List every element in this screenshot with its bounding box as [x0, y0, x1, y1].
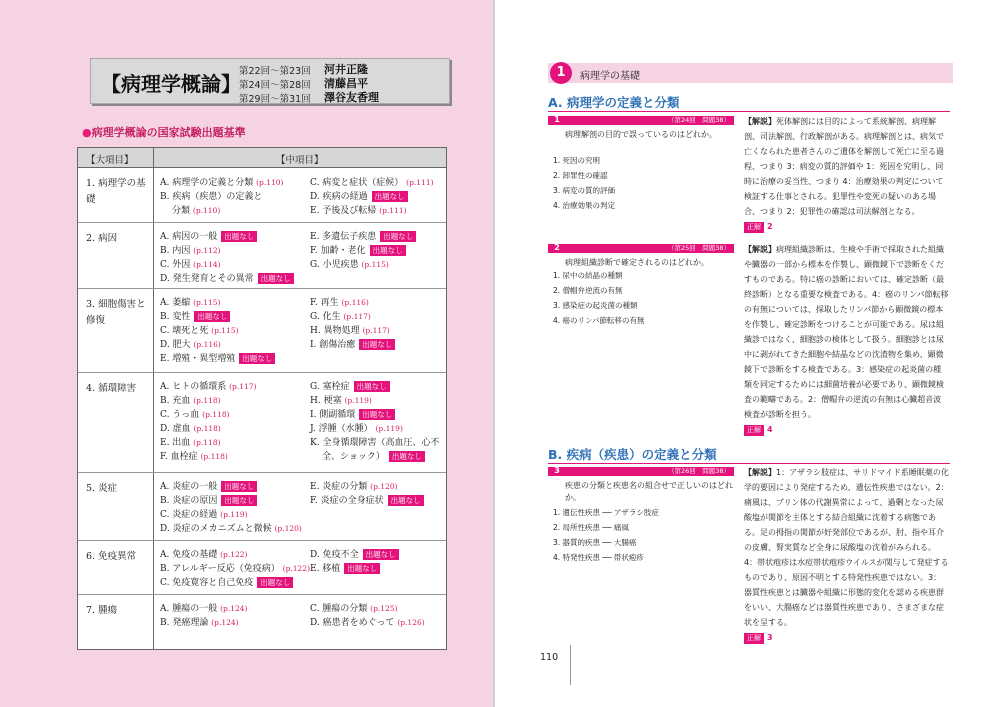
question-text: 病理組織診断で確定されるのはどれか。 — [565, 258, 709, 267]
list-item: A. 病因の一般 出題なし — [160, 231, 257, 243]
list-item: D. 肥大 (p.116) — [160, 340, 221, 350]
answer-head: 【解説】 — [744, 468, 776, 477]
list-item: B. 炎症の原因 出題なし — [160, 495, 257, 507]
option-item: 3. 感染症の起炎菌の種類 — [553, 301, 638, 310]
table-row — [78, 168, 446, 223]
option-item: 1. 遺伝性疾患 ── アザラシ肢症 — [553, 508, 659, 517]
question-text: 疾患の分類と疾患名の組合せで正しいのはどれか。 — [565, 481, 733, 502]
option-item: 2. 僧帽弁逆流の有無 — [553, 286, 623, 295]
option-item: 4. 特発性疾患 ── 帯状疱疹 — [553, 553, 644, 562]
list-item: C. 腫瘍の分類 (p.125) — [310, 604, 398, 614]
standard-heading — [82, 124, 246, 140]
no-question-badge: 出題なし — [389, 451, 425, 462]
list-item: F. 炎症の全身症状 出題なし — [310, 495, 424, 507]
group-name: 7. 腫瘍 — [86, 605, 118, 616]
answer-explanation — [744, 465, 949, 645]
question-options — [553, 505, 659, 565]
list-item: H. 異物処理 (p.117) — [310, 326, 390, 336]
group-name: 3. 細胞傷害と修復 — [86, 299, 146, 326]
no-question-badge: 出題なし — [359, 339, 395, 350]
option-item: 3. 器質的疾患 ── 大腸癌 — [553, 538, 637, 547]
no-question-badge: 出題なし — [221, 495, 257, 506]
correct-badge: 正解 — [744, 633, 764, 644]
question-bar — [548, 244, 734, 253]
table-row — [78, 289, 446, 373]
list-item: F. 再生 (p.116) — [310, 298, 369, 308]
list-item: B. 充血 (p.118) — [160, 396, 221, 406]
list-item: E. 移植 出題なし — [310, 563, 380, 575]
option-item: 2. 局所性疾患 ── 痛風 — [553, 523, 629, 532]
no-question-badge: 出題なし — [380, 231, 416, 242]
correct-answer: 2 — [767, 222, 773, 231]
correct-badge: 正解 — [744, 425, 764, 436]
list-item: I. 側副循環 出題なし — [310, 409, 395, 421]
answer-explanation — [744, 242, 949, 437]
list-item: F. 血栓症 (p.118) — [160, 452, 228, 462]
divider — [548, 463, 950, 464]
list-item: C. 外因 (p.114) — [160, 260, 221, 270]
question-bar — [548, 467, 734, 476]
correct-answer: 3 — [767, 633, 773, 642]
author-range: 第29回〜第31回 — [239, 94, 311, 105]
author-range: 第22回〜第23回 — [239, 66, 311, 77]
list-item: D. 免疫不全 出題なし — [310, 549, 399, 561]
group-name: 5. 炎症 — [86, 483, 118, 494]
no-question-badge: 出題なし — [372, 191, 408, 202]
no-question-badge: 出題なし — [354, 381, 390, 392]
no-question-badge: 出題なし — [221, 231, 257, 242]
table-row — [78, 223, 446, 289]
list-item: B. 発癌理論 (p.124) — [160, 618, 239, 628]
question-options — [553, 268, 645, 328]
subject-header — [90, 58, 450, 104]
list-item: A. 腫瘍の一般 (p.124) — [160, 604, 248, 614]
list-item: C. 壊死と死 (p.115) — [160, 326, 239, 336]
option-item: 1. 尿中の結晶の種類 — [553, 271, 623, 280]
page-number: 110 — [540, 652, 559, 663]
list-item: E. 出血 (p.118) — [160, 438, 221, 448]
list-item: I. 創傷治癒 出題なし — [310, 339, 395, 351]
list-item: J. 浮腫（水腫） (p.119) — [310, 424, 403, 434]
list-item: H. 梗塞 (p.119) — [310, 396, 372, 406]
list-item: 全、ショック） 出題なし — [322, 451, 425, 463]
option-item: 2. 卸罪性の確認 — [553, 171, 608, 180]
option-item: 4. 癌のリンパ節転移の有無 — [553, 316, 645, 325]
list-item: F. 加齢・老化 出題なし — [310, 245, 406, 257]
no-question-badge: 出題なし — [258, 273, 294, 284]
question-meta: （第26回 問題38） — [667, 467, 730, 475]
no-question-badge: 出題なし — [194, 311, 230, 322]
group-name: 1. 病理学の基礎 — [86, 178, 146, 205]
answer-body: 死体解剖には目的によって系統解剖、病理解剖、司法解剖、行政解剖がある。病理解剖とは、病気で亡くなられた患者さんのご遺体を解剖して死亡に至る過程、つまり 3：病変の質的評価や 1：死因を究明し、同時に治療の妥当性、つまり 4：治療効果の判定について検証する仕事とされる。犯罪性や変死の疑いのある場合、つまり 2：犯罪性の確認は司法解剖となる。 — [744, 117, 944, 216]
table-row — [78, 595, 446, 649]
page-rule — [570, 645, 571, 685]
table-row — [78, 473, 446, 541]
answer-body: 病理組織診断は、生検や手術で採取された組織や臓器の一部から標本を作製し、顕微鏡下で診断をくだすものである。特に癌の診断においては、確定診断（最終診断）となる重要な検査である。4：癌のリンパ節転移の有無については、採取したリンパ節から顕微鏡の標本を作製し、確定診断をつけることが可能である。尿は組織診ではなく、細胞診の検体として扱う。細胞診とは尿中に剥がれてきた細胞や結晶などの沈渣物を集め、顕微鏡下で診断をする検査である。3：感染症の起炎菌の種類を同定するためには細菌培養が必要であり、顕微鏡検査の範疇である。2：僧帽弁の逆流の有無は心臓超音波検査が診断を担う。 — [744, 245, 949, 419]
answer-body: 1：アザラシ肢症は、サリドマイド系睡眠薬の化学的要因により発症するため、遺伝性疾患ではない。2：痛風は、プリン体の代謝異常によって、過剰となった尿酸塩が関節を主体とする結合組織に沈着する病態である。足の拇指の関節が好発部位であるが、肘、指や耳介の皮膚、腎実質など全身に尿酸塩の沈着がみられる。4：帯状疱疹は水痘帯状疱疹ウイルスが関与して発症するものであり、原因不明とする特発性疾患ではない。3：器質性疾患とは臓器や組織に形態的変化を認める疾患群をいい、大腸癌などは器質性疾患であり、さまざまな症状を呈する。 — [744, 468, 949, 627]
no-question-badge: 出題なし — [344, 563, 380, 574]
no-question-badge: 出題なし — [370, 245, 406, 256]
table-header — [78, 148, 446, 168]
question-bar — [548, 116, 734, 125]
no-question-badge: 出題なし — [363, 549, 399, 560]
bullet-icon: ● — [82, 126, 92, 139]
header-major: 【大項目】 — [86, 155, 134, 166]
list-item: B. 内因 (p.112) — [160, 246, 221, 256]
answer-head: 【解説】 — [744, 245, 776, 254]
table-row — [78, 541, 446, 595]
option-item: 4. 治療効果の判定 — [553, 201, 616, 210]
group-name: 4. 循環障害 — [86, 383, 137, 394]
list-item: D. 炎症のメカニズムと微候 (p.120) — [160, 524, 302, 534]
list-item: A. 病理学の定義と分類 (p.110) — [160, 178, 284, 188]
list-item: E. 予後及び転帰 (p.111) — [310, 206, 407, 216]
correct-badge: 正解 — [744, 222, 764, 233]
subsection-heading: A. 病理学の定義と分類 — [548, 95, 680, 110]
question-options — [553, 153, 615, 213]
subsection-heading: B. 疾病（疾患）の定義と分類 — [548, 447, 717, 462]
author-name: 清藤昌平 — [324, 77, 368, 90]
list-item: B. 変性 出題なし — [160, 311, 230, 323]
no-question-badge: 出題なし — [257, 577, 293, 588]
author-name: 澤谷友香理 — [324, 91, 379, 104]
list-item: G. 化生 (p.117) — [310, 312, 371, 322]
list-item: B. 疾病（疾患）の定義と — [160, 192, 263, 202]
list-item: G. 塞栓症 出題なし — [310, 381, 390, 393]
answer-head: 【解説】 — [744, 117, 776, 126]
list-item: D. 虚血 (p.118) — [160, 424, 221, 434]
list-item: C. 炎症の経過 (p.119) — [160, 510, 248, 520]
list-item: E. 増殖・異型増殖 出題なし — [160, 353, 275, 365]
option-item: 3. 病変の質的評価 — [553, 186, 616, 195]
no-question-badge: 出題なし — [221, 481, 257, 492]
group-name: 6. 免疫異常 — [86, 551, 137, 562]
question-number: 2 — [554, 243, 560, 252]
header-minor: 【中項目】 — [276, 155, 324, 166]
question-meta: （第25回 問題38） — [667, 244, 730, 252]
list-item: 分類 (p.110) — [172, 206, 221, 216]
list-item: D. 癌患者をめぐって (p.126) — [310, 618, 425, 628]
question-number: 3 — [554, 466, 560, 475]
list-item: D. 疾病の経過 出題なし — [310, 191, 408, 203]
question-meta: （第24回 問題38） — [667, 116, 730, 124]
list-item: B. アレルギー反応（免疫病） (p.122) — [160, 564, 310, 574]
option-item: 1. 死因の究明 — [553, 156, 601, 165]
list-item: K. 全身循環障害（高血圧、心不 — [310, 438, 440, 448]
list-item: C. 病変と症状（症候） (p.111) — [310, 178, 434, 188]
list-item: G. 小児疾患 (p.115) — [310, 260, 389, 270]
list-item: A. 炎症の一般 出題なし — [160, 481, 257, 493]
list-item: E. 炎症の分類 (p.120) — [310, 482, 398, 492]
list-item: A. 萎縮 (p.115) — [160, 298, 221, 308]
subject-title: 【病理学概論】 — [101, 72, 241, 96]
table-row — [78, 373, 446, 473]
standard-table — [77, 147, 447, 650]
list-item: E. 多遺伝子疾患 出題なし — [310, 231, 416, 243]
question-number: 1 — [554, 115, 560, 124]
list-item: C. 免疫寛容と自己免疫 出題なし — [160, 577, 293, 589]
list-item: C. うっ血 (p.118) — [160, 410, 230, 420]
no-question-badge: 出題なし — [388, 495, 424, 506]
no-question-badge: 出題なし — [359, 409, 395, 420]
section-banner — [548, 63, 953, 83]
question-text: 病理解剖の目的で誤っているのはどれか。 — [565, 130, 717, 139]
list-item: A. 免疫の基礎 (p.122) — [160, 550, 248, 560]
correct-answer: 4 — [767, 425, 773, 434]
list-item: D. 発生発育とその異常 出題なし — [160, 273, 294, 285]
section-number: 1 — [550, 62, 572, 84]
list-item: A. ヒトの循環系 (p.117) — [160, 382, 257, 392]
left-page — [0, 0, 493, 707]
answer-explanation — [744, 114, 949, 234]
author-range: 第24回〜第28回 — [239, 80, 311, 91]
standard-title: 病理学概論の国家試験出題基準 — [91, 126, 246, 139]
divider — [548, 111, 950, 112]
author-name: 河井正隆 — [324, 63, 368, 76]
no-question-badge: 出題なし — [239, 353, 275, 364]
section-title: 病理学の基礎 — [580, 71, 640, 82]
group-name: 2. 病因 — [86, 233, 118, 244]
